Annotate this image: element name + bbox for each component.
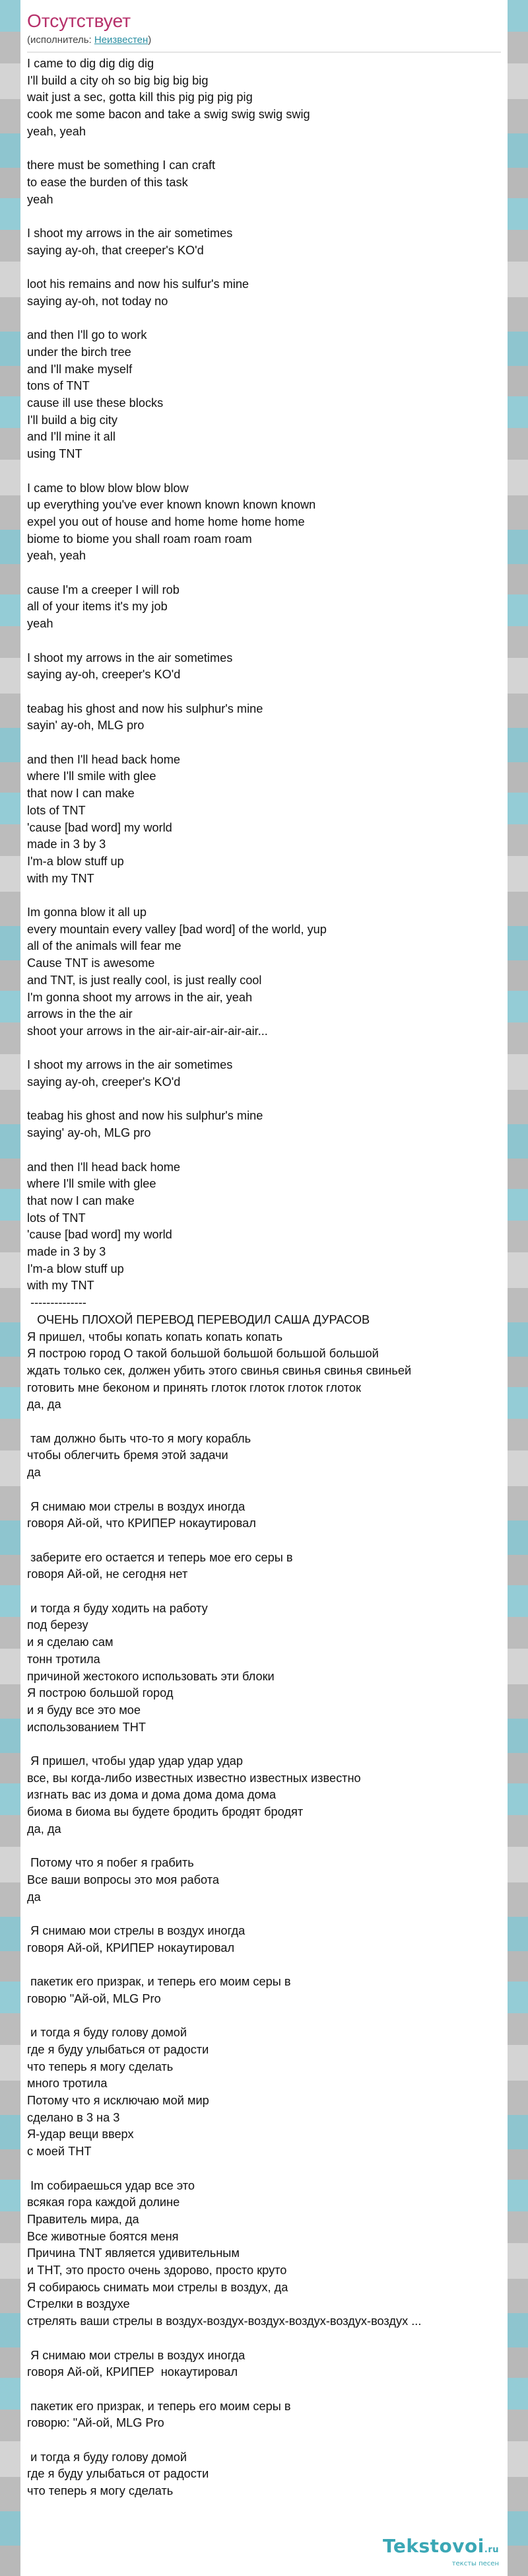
lyric-line: много тротила <box>27 2077 108 2091</box>
lyric-line: and I'll make myself <box>27 362 133 376</box>
song-title: Отсутствует <box>27 11 131 31</box>
lyric-line: Я снимаю мои стрелы в воздух иногда <box>27 1499 246 1513</box>
lyric-line: saying ay-oh, creeper's KO'd <box>27 1075 181 1089</box>
lyric-line: пакетик его призрак, и теперь его моим серы в <box>27 1975 291 1989</box>
lyric-line <box>27 887 501 904</box>
lyric-line: Im gonna blow it all up <box>27 906 147 919</box>
lyric-line: использованием ТНТ <box>27 1720 146 1734</box>
lyric-line: and then I'll head back home <box>27 1160 180 1174</box>
artist-link[interactable]: Неизвестен <box>94 34 148 46</box>
lyric-line: I'll build a city oh so big big big big <box>27 73 209 87</box>
lyric-line: что теперь я могу сделать <box>27 2059 174 2073</box>
logo-domain: .ru <box>484 2545 499 2555</box>
lyric-line: чтобы облегчить бремя этой задачи <box>27 1449 228 1462</box>
lyric-line <box>27 565 501 582</box>
lyric-line: ждать только сек, должен убить этого свинья свинья свинья свиньей <box>27 1363 412 1377</box>
lyric-line: all of the animals will fear me <box>27 939 182 953</box>
lyric-line: tons of TNT <box>27 379 90 393</box>
lyric-line: говоря Ай-ой, КРИПЕР нокаутировал <box>27 1941 235 1954</box>
lyric-line: Стрелки в воздухе <box>27 2297 130 2311</box>
lyric-line: saying ay-oh, that creeper's KO'd <box>27 243 204 257</box>
lyric-line: Потому что я исключаю мой мир <box>27 2094 209 2108</box>
song-header <box>20 0 508 53</box>
header-divider <box>27 52 501 53</box>
lyrics-panel <box>20 0 508 2576</box>
lyric-line: with my TNT <box>27 1279 94 1293</box>
lyric-line <box>27 1040 501 1057</box>
lyric-line: I shoot my arrows in the air sometimes <box>27 227 233 240</box>
lyric-line: I came to dig dig dig dig <box>27 57 154 70</box>
lyric-line: I'll build a big city <box>27 413 117 427</box>
lyric-line <box>27 1736 501 1753</box>
lyric-line: говоря Ай-ой, КРИПЕР нокаутировал <box>27 2365 238 2379</box>
lyric-line: teabag his ghost and now his sulphur's mine <box>27 1109 263 1123</box>
lyric-line: every mountain every valley [bad word] of the world, yup <box>27 922 327 936</box>
lyric-line: все, вы когда-либо известных известно известных известно <box>27 1771 361 1785</box>
lyric-line <box>27 2161 501 2178</box>
lyric-line <box>27 1532 501 1550</box>
lyric-line: and then I'll head back home <box>27 752 180 766</box>
lyric-line <box>27 1906 501 1923</box>
lyric-line: 'cause [bad word] my world <box>27 820 172 834</box>
lyric-line: биома в биома вы будете бродить бродят бродят <box>27 1805 304 1819</box>
lyric-line <box>27 259 501 276</box>
lyric-line <box>27 633 501 650</box>
lyrics-text <box>20 55 508 2500</box>
lyric-line: да <box>27 1466 41 1480</box>
lyric-line: and then I'll go to work <box>27 328 147 342</box>
lyric-line: that now I can make <box>27 1194 135 1207</box>
lyric-line: и тогда я буду голову домой <box>27 2026 187 2040</box>
artist-suffix: ) <box>148 34 152 46</box>
lyric-line: made in 3 by 3 <box>27 838 106 851</box>
lyric-line: изгнать вас из дома и дома дома дома дома <box>27 1788 277 1802</box>
lyric-line: где я буду улыбаться от радости <box>27 2467 209 2481</box>
lyric-line: where I'll smile with glee <box>27 1177 156 1191</box>
lyric-line: sayin' ay-oh, MLG pro <box>27 719 145 733</box>
lyric-line: Im собираешься удар все это <box>27 2178 195 2192</box>
lyric-line: all of your items it's my job <box>27 600 168 614</box>
lyric-line <box>27 2432 501 2449</box>
lyric-line: I'm gonna shoot my arrows in the air, yeah <box>27 990 253 1004</box>
lyric-line: where I'll smile with glee <box>27 769 156 783</box>
lyric-line: и я буду все это мое <box>27 1703 141 1717</box>
lyric-line: Все животные боятся меня <box>27 2229 179 2243</box>
lyric-line: всякая гора каждой долине <box>27 2196 180 2209</box>
lyric-line: shoot your arrows in the air-air-air-air-air-air... <box>27 1024 268 1038</box>
artist-prefix: (исполнитель: <box>27 34 94 46</box>
lyric-line: Я собираюсь снимать мои стрелы в воздух, да <box>27 2280 288 2294</box>
lyric-line: yeah <box>27 192 53 206</box>
lyric-line: that now I can make <box>27 787 135 801</box>
lyric-line: Я построю город О такой большой большой большой большой <box>27 1347 379 1361</box>
lyric-line: Я построю большой город <box>27 1686 174 1700</box>
lyric-line: I'm-a blow stuff up <box>27 854 124 868</box>
lyric-line: да <box>27 1890 41 1904</box>
lyric-line: and I'll mine it all <box>27 430 116 444</box>
lyric-line <box>27 310 501 328</box>
artist-line <box>27 33 501 48</box>
lyric-line <box>27 684 501 701</box>
lyric-line: говорю: "Ай-ой, MLG Pro <box>27 2416 164 2430</box>
lyric-line: yeah, yeah <box>27 124 86 138</box>
lyric-line: saying' ay-oh, MLG pro <box>27 1126 151 1140</box>
lyric-line: expel you out of house and home home home home <box>27 515 305 528</box>
lyric-line: и тогда я буду ходить на работу <box>27 1601 208 1615</box>
lyric-line: up everything you've ever known known known known <box>27 498 316 512</box>
lyric-line: I shoot my arrows in the air sometimes <box>27 651 233 664</box>
lyric-line: -------------- <box>27 1296 86 1310</box>
lyric-line: под березу <box>27 1618 88 1632</box>
lyric-line: и ТНТ, это просто очень здорово, просто круто <box>27 2264 287 2277</box>
lyric-line: причиной жестокого использовать эти блоки <box>27 1669 275 1683</box>
lyric-line: teabag his ghost and now his sulphur's mine <box>27 701 263 715</box>
lyric-line: yeah, yeah <box>27 549 86 563</box>
lyric-line: Я снимаю мои стрелы в воздух иногда <box>27 2348 246 2362</box>
lyric-line: Потому что я побег я грабить <box>27 1856 194 1870</box>
lyric-line: using TNT <box>27 447 82 461</box>
lyric-line: говоря Ай-ой, что КРИПЕР нокаутировал <box>27 1517 256 1530</box>
lyric-line: lots of TNT <box>27 1211 86 1225</box>
logo-main-text: Tekstovoi <box>383 2535 484 2557</box>
lyric-line: I came to blow blow blow blow <box>27 481 189 495</box>
lyric-line <box>27 734 501 752</box>
lyric-line: заберите его остается и теперь мое его серы в <box>27 1550 293 1564</box>
lyric-line: Я снимаю мои стрелы в воздух иногда <box>27 1924 246 1938</box>
lyric-line: yeah <box>27 617 53 631</box>
lyric-line: biome to biome you shall roam roam roam <box>27 532 252 546</box>
lyric-line <box>27 463 501 480</box>
lyric-line: Я пришел, чтобы удар удар удар удар <box>27 1754 243 1768</box>
lyric-line: сделано в 3 на 3 <box>27 2110 120 2124</box>
lyric-line: loot his remains and now his sulfur's mine <box>27 277 249 291</box>
lyric-line: I'm-a blow stuff up <box>27 1262 124 1275</box>
lyric-line <box>27 1956 501 1974</box>
lyric-line: где я буду улыбаться от радости <box>27 2042 209 2056</box>
lyric-line <box>27 2008 501 2025</box>
lyric-line: arrows in the the air <box>27 1007 133 1021</box>
logo-tagline: тексты песен <box>451 2560 499 2567</box>
lyric-line: there must be something I can craft <box>27 159 216 172</box>
lyric-line <box>27 1142 501 1159</box>
lyric-line: Я пришел, чтобы копать копать копать копать <box>27 1330 283 1343</box>
lyric-line: made in 3 by 3 <box>27 1245 106 1259</box>
lyric-line: cause ill use these blocks <box>27 396 164 410</box>
lyric-line: under the birch tree <box>27 345 131 359</box>
lyric-line: пакетик его призрак, и теперь его моим серы в <box>27 2399 291 2413</box>
lyric-line <box>27 1482 501 1499</box>
lyric-line: wait just a sec, gotta kill this pig pig pig pig <box>27 90 253 104</box>
lyric-line: to ease the burden of this task <box>27 175 188 189</box>
lyric-line <box>27 1413 501 1431</box>
lyric-line: там должно быть что-то я могу корабль <box>27 1431 251 1445</box>
site-logo[interactable] <box>366 2535 499 2568</box>
lyric-line: cause I'm a creeper I will rob <box>27 583 180 596</box>
lyric-line: Cause TNT is awesome <box>27 956 155 970</box>
lyric-line: стрелять ваши стрелы в воздух-воздух-воздух-воздух-воздух-воздух ... <box>27 2314 422 2328</box>
lyric-line <box>27 141 501 158</box>
lyric-line <box>27 2330 501 2347</box>
lyric-line: 'cause [bad word] my world <box>27 1228 172 1242</box>
lyric-line: Причина TNT является удивительным <box>27 2246 240 2260</box>
lyric-line: saying ay-oh, not today no <box>27 294 168 308</box>
lyric-line: ОЧЕНЬ ПЛОХОЙ ПЕРЕВОД ПЕРЕВОДИЛ САША ДУРАСОВ <box>27 1312 370 1326</box>
lyric-line <box>27 1583 501 1600</box>
lyric-line: готовить мне беконом и принять глоток глоток глоток глоток <box>27 1380 362 1394</box>
lyric-line <box>27 208 501 225</box>
lyric-line: говоря Ай-ой, не сегодня нет <box>27 1567 188 1581</box>
lyric-line: and TNT, is just really cool, is just really cool <box>27 973 262 987</box>
lyric-line <box>27 2381 501 2398</box>
lyric-line: Правитель мира, да <box>27 2212 139 2226</box>
lyric-line: что теперь я могу сделать <box>27 2484 174 2498</box>
lyric-line: lots of TNT <box>27 803 86 817</box>
lyric-line <box>27 1838 501 1855</box>
lyric-line: и тогда я буду голову домой <box>27 2450 187 2464</box>
lyric-line: saying ay-oh, creeper's KO'd <box>27 668 181 682</box>
lyric-line: и я сделаю сам <box>27 1635 114 1649</box>
lyric-line: да, да <box>27 1822 61 1836</box>
lyric-line: Я-удар вещи вверх <box>27 2128 134 2141</box>
lyric-line: I shoot my arrows in the air sometimes <box>27 1058 233 1072</box>
lyric-line: говорю "Ай-ой, MLG Pro <box>27 1991 161 2005</box>
lyric-line <box>27 1091 501 1108</box>
lyric-line: с моей ТНТ <box>27 2145 92 2159</box>
lyric-line: да, да <box>27 1398 61 1412</box>
lyric-line: with my TNT <box>27 871 94 885</box>
lyric-line: cook me some bacon and take a swig swig swig swig <box>27 108 310 122</box>
lyric-line: Все ваши вопросы это моя работа <box>27 1873 219 1886</box>
lyric-line: тонн тротила <box>27 1652 100 1666</box>
